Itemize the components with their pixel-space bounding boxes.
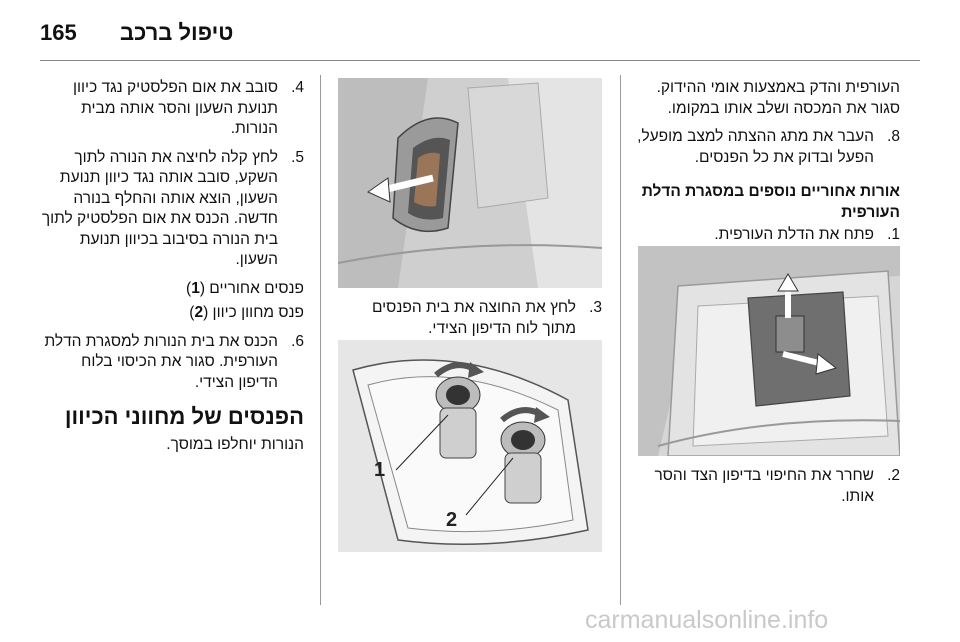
step-4 (40, 78, 304, 140)
step-text: פתח את הדלת העורפית. (714, 226, 874, 243)
step-3 (336, 298, 602, 339)
section-heading-turn-signals: הפנסים של מחווני הכיוון (64, 404, 304, 429)
column-divider-right (620, 75, 621, 605)
bulb-label-end: ) (189, 304, 195, 321)
figure-label-1: 1 (374, 459, 386, 481)
page-number: 165 (40, 20, 77, 45)
step-text: שחרר את החיפוי בדיפון הצד והסר אותו. (654, 467, 874, 505)
step-1 (636, 225, 900, 246)
bulb-label-end: ) (186, 279, 192, 297)
step-number: 4. (291, 79, 304, 96)
step-text: לחץ את החוצה את בית הפנסים מתוך לוח הדיפון הצידי. (371, 299, 576, 337)
column-divider-left (320, 75, 321, 605)
bulb-label: פנס מחוון כיוון ( (203, 304, 304, 321)
step-text: לחץ קלה לחיצה את הנורה לתוך השקע, סובב אותה נגד כיוון תנועת השעון, הוצא אותה והחלף בנורה חדשה. הכנס את אום הפלסטיק לתוך בית הנורה בסיבוב בכיוון תנועת השעון. (41, 148, 278, 268)
step-5 (40, 148, 304, 271)
right-column (636, 78, 900, 254)
section-heading-rear-lights: אורות אחוריים נוספים במסגרת הדלת העורפית (641, 183, 900, 221)
lamp-housing-illustration (338, 78, 602, 288)
bulb-number: 1 (191, 279, 200, 297)
figure-bulb-sockets (338, 340, 602, 552)
step-text: העבר את מתג ההצתה למצב מופעל, הפעל ובדוק את כל הפנסים. (637, 128, 874, 166)
right-column-lower (636, 466, 900, 515)
step-number: 2. (887, 467, 900, 484)
watermark: carmanualsonline.info (585, 606, 829, 634)
step-6 (40, 332, 304, 394)
step-number: 8. (887, 128, 900, 145)
bulb-label: פנסים אחוריים ( (199, 279, 304, 297)
bulb-list-item-2 (40, 303, 304, 324)
tailgate-illustration (638, 246, 900, 456)
figure-lamp-housing (338, 78, 602, 288)
figure-label-2: 2 (446, 509, 458, 531)
page-header (0, 0, 960, 62)
step-text: סובב את אום הפלסטיק נגד כיוון תנועת השעון והסר אותה מבית הנורות. (72, 79, 278, 137)
section-subtext: הנורות יוחלפו במוסך. (166, 436, 304, 453)
bulb-list-item-1 (40, 279, 304, 300)
intro-text: העורפית והדק באמצעות אומי ההידוק. סגור את המכסה ושלב אותו במקומו. (656, 79, 900, 117)
bulb-sockets-illustration (338, 340, 602, 552)
step-8 (636, 127, 900, 168)
step-number: 5. (291, 148, 304, 166)
step-number: 3. (589, 299, 602, 316)
step-number: 6. (291, 332, 304, 350)
bulb-number: 2 (194, 304, 204, 321)
header-divider (40, 60, 920, 61)
step-2 (636, 466, 900, 507)
figure-tailgate-panel (638, 246, 900, 456)
step-text: הכנס את בית הנורות למסגרת הדלת העורפית. סגור את הכיסוי בלוח הדיפון הצידי. (44, 332, 278, 391)
step-number: 1. (887, 226, 900, 243)
page-title: טיפול ברכב (120, 20, 234, 45)
left-column (40, 78, 304, 464)
